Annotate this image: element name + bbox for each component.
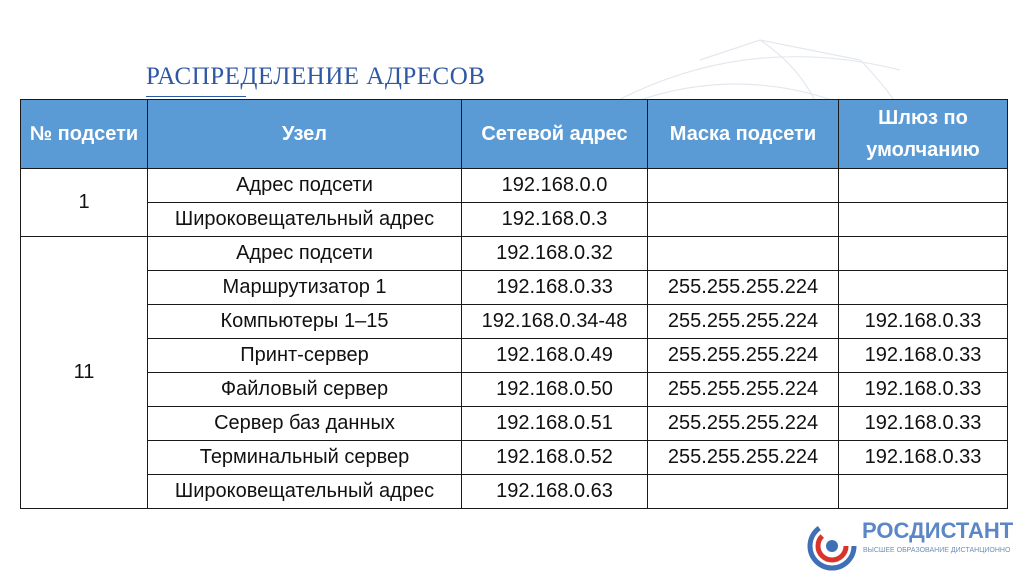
mask-cell <box>648 475 839 509</box>
table-row <box>21 169 1008 203</box>
table-row <box>21 441 1008 475</box>
address-cell: 192.168.0.0 <box>462 169 648 203</box>
header-subnet-number: № подсети <box>21 100 148 169</box>
gateway-cell: 192.168.0.33 <box>839 373 1008 407</box>
address-cell: 192.168.0.50 <box>462 373 648 407</box>
slide-title: РАСПРЕДЕЛЕНИЕ АДРЕСОВ <box>146 63 486 90</box>
subnet-number-cell: 1 <box>21 169 148 237</box>
gateway-cell <box>839 169 1008 203</box>
gateway-cell <box>839 203 1008 237</box>
header-node: Узел <box>148 100 462 169</box>
table-row <box>21 407 1008 441</box>
header-subnet-mask: Маска подсети <box>648 100 839 169</box>
node-cell: Компьютеры 1–15 <box>148 305 462 339</box>
address-cell: 192.168.0.49 <box>462 339 648 373</box>
node-cell: Принт-сервер <box>148 339 462 373</box>
gateway-cell: 192.168.0.33 <box>839 441 1008 475</box>
mask-cell: 255.255.255.224 <box>648 339 839 373</box>
node-cell: Адрес подсети <box>148 169 462 203</box>
node-cell: Сервер баз данных <box>148 407 462 441</box>
node-cell: Широковещательный адрес <box>148 203 462 237</box>
gateway-cell: 192.168.0.33 <box>839 305 1008 339</box>
node-cell: Адрес подсети <box>148 237 462 271</box>
table-header-row <box>21 100 1008 169</box>
table-row <box>21 305 1008 339</box>
mask-cell: 255.255.255.224 <box>648 407 839 441</box>
mask-cell <box>648 237 839 271</box>
header-network-address: Сетевой адрес <box>462 100 648 169</box>
gateway-cell <box>839 271 1008 305</box>
gateway-cell <box>839 237 1008 271</box>
table-row <box>21 339 1008 373</box>
table-row <box>21 271 1008 305</box>
gateway-cell <box>839 475 1008 509</box>
mask-cell: 255.255.255.224 <box>648 373 839 407</box>
table-row <box>21 237 1008 271</box>
node-cell: Файловый сервер <box>148 373 462 407</box>
gateway-cell: 192.168.0.33 <box>839 407 1008 441</box>
logo-tagline: ВЫСШЕЕ ОБРАЗОВАНИЕ ДИСТАНЦИОННО <box>863 547 1011 554</box>
address-cell: 192.168.0.33 <box>462 271 648 305</box>
address-cell: 192.168.0.51 <box>462 407 648 441</box>
title-underline <box>146 96 246 97</box>
table-row <box>21 203 1008 237</box>
gateway-cell: 192.168.0.33 <box>839 339 1008 373</box>
node-cell: Маршрутизатор 1 <box>148 271 462 305</box>
subnet-number-cell: 11 <box>21 237 148 509</box>
logo-name: РОСДИСТАНТ <box>862 518 1014 543</box>
node-cell: Широковещательный адрес <box>148 475 462 509</box>
address-table <box>20 99 1008 509</box>
mask-cell <box>648 169 839 203</box>
address-cell: 192.168.0.34-48 <box>462 305 648 339</box>
address-cell: 192.168.0.3 <box>462 203 648 237</box>
address-cell: 192.168.0.63 <box>462 475 648 509</box>
mask-cell: 255.255.255.224 <box>648 441 839 475</box>
node-cell: Терминальный сервер <box>148 441 462 475</box>
mask-cell: 255.255.255.224 <box>648 271 839 305</box>
table-row <box>21 475 1008 509</box>
mask-cell <box>648 203 839 237</box>
rosdistant-logo <box>806 518 1014 574</box>
mask-cell: 255.255.255.224 <box>648 305 839 339</box>
table-row <box>21 373 1008 407</box>
header-default-gateway: Шлюз по умолчанию <box>839 100 1008 169</box>
address-cell: 192.168.0.52 <box>462 441 648 475</box>
address-cell: 192.168.0.32 <box>462 237 648 271</box>
globe-swirl-icon <box>806 520 858 572</box>
